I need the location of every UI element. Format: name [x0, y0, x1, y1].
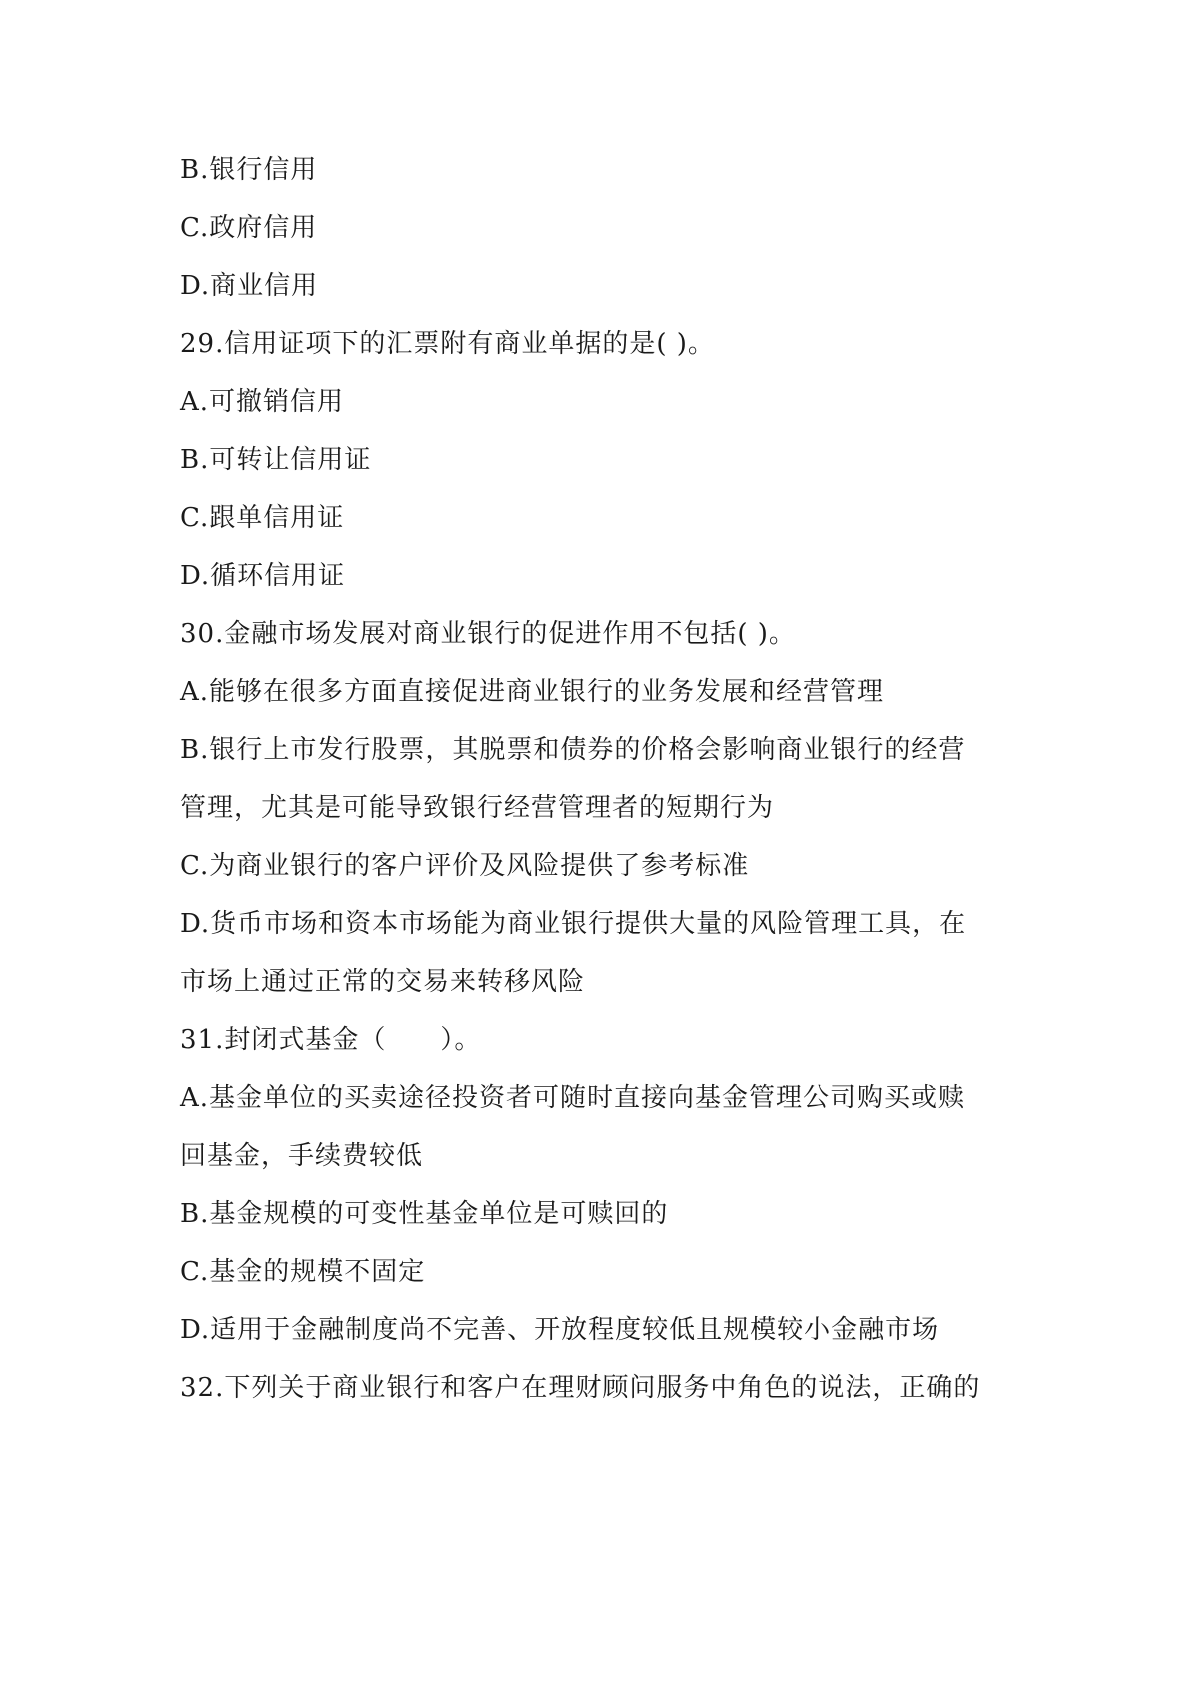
question-30-option-b: B.银行上市发行股票，其脱票和债券的价格会影响商业银行的经营 — [180, 735, 966, 765]
question-30: 30.金融市场发展对商业银行的促进作用不包括( )。 — [180, 619, 796, 649]
question-30-option-d: D.货币市场和资本市场能为商业银行提供大量的风险管理工具，在 — [180, 909, 967, 939]
question-30-option-d-continued: 市场上通过正常的交易来转移风险 — [180, 967, 586, 997]
question-29-option-b: B.可转让信用证 — [180, 445, 372, 475]
option-c-government-credit: C.政府信用 — [180, 213, 318, 243]
question-29-option-a: A.可撤销信用 — [180, 387, 345, 417]
question-32: 32.下列关于商业银行和客户在理财顾问服务中角色的说法，正确的 — [180, 1373, 981, 1403]
question-31-option-b: B.基金规模的可变性基金单位是可赎回的 — [180, 1199, 669, 1229]
question-31-option-d: D.适用于金融制度尚不完善、开放程度较低且规模较小金融市场 — [180, 1315, 940, 1345]
question-29: 29.信用证项下的汇票附有商业单据的是( )。 — [180, 329, 715, 359]
option-d-commercial-credit: D.商业信用 — [180, 271, 319, 301]
question-30-option-b-continued: 管理，尤其是可能导致银行经营管理者的短期行为 — [180, 793, 775, 823]
question-29-option-c: C.跟单信用证 — [180, 503, 345, 533]
question-31-option-a-continued: 回基金，手续费较低 — [180, 1141, 424, 1171]
question-30-option-a: A.能够在很多方面直接促进商业银行的业务发展和经营管理 — [180, 677, 885, 707]
option-b-bank-credit: B.银行信用 — [180, 155, 318, 185]
question-31: 31.封闭式基金（ ）。 — [180, 1025, 482, 1055]
question-30-option-c: C.为商业银行的客户评价及风险提供了参考标准 — [180, 851, 750, 881]
question-31-option-a: A.基金单位的买卖途径投资者可随时直接向基金管理公司购买或赎 — [180, 1083, 966, 1113]
question-29-option-d: D.循环信用证 — [180, 561, 346, 591]
question-31-option-c: C.基金的规模不固定 — [180, 1257, 426, 1287]
